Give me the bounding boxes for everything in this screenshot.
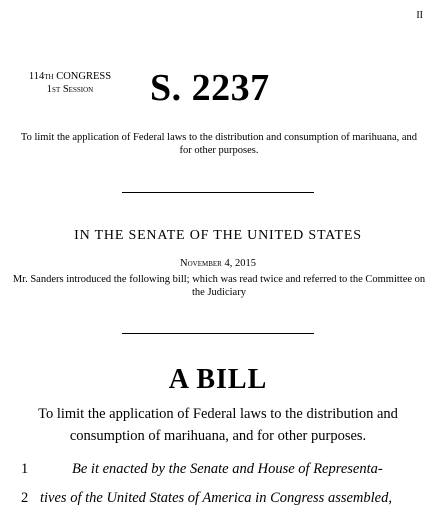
divider-rule-top	[122, 192, 314, 193]
introduction-date: November 4, 2015	[180, 258, 256, 269]
document-type-heading: A BILL	[168, 364, 268, 395]
bill-number: S. 2237	[150, 67, 270, 109]
document-corner-mark: II	[416, 10, 423, 21]
action-statement: Mr. Sanders introduced the following bill; which was read twice and referred to the Committee on the Judiciary	[12, 274, 426, 298]
line-number: 1	[21, 461, 29, 477]
long-title: To limit the application of Federal laws to the distribution and consumption of marihuana, and for other purposes.	[38, 406, 398, 444]
congress-session-block	[11, 70, 129, 96]
congress-number: 114th CONGRESS	[28, 71, 112, 82]
line-number: 2	[21, 490, 29, 506]
session-number: 1st Session	[46, 84, 94, 95]
chamber-heading: IN THE SENATE OF THE UNITED STATES	[74, 228, 362, 243]
enacting-clause-line: Be it enacted by the Senate and House of Representa-	[72, 461, 383, 477]
divider-rule-bottom	[122, 333, 314, 334]
short-title: To limit the application of Federal laws to the distribution and consumption of marihuana, and for other purposes.	[20, 132, 418, 156]
enacting-clause-line: tives of the United States of America in Congress assembled,	[40, 490, 392, 506]
